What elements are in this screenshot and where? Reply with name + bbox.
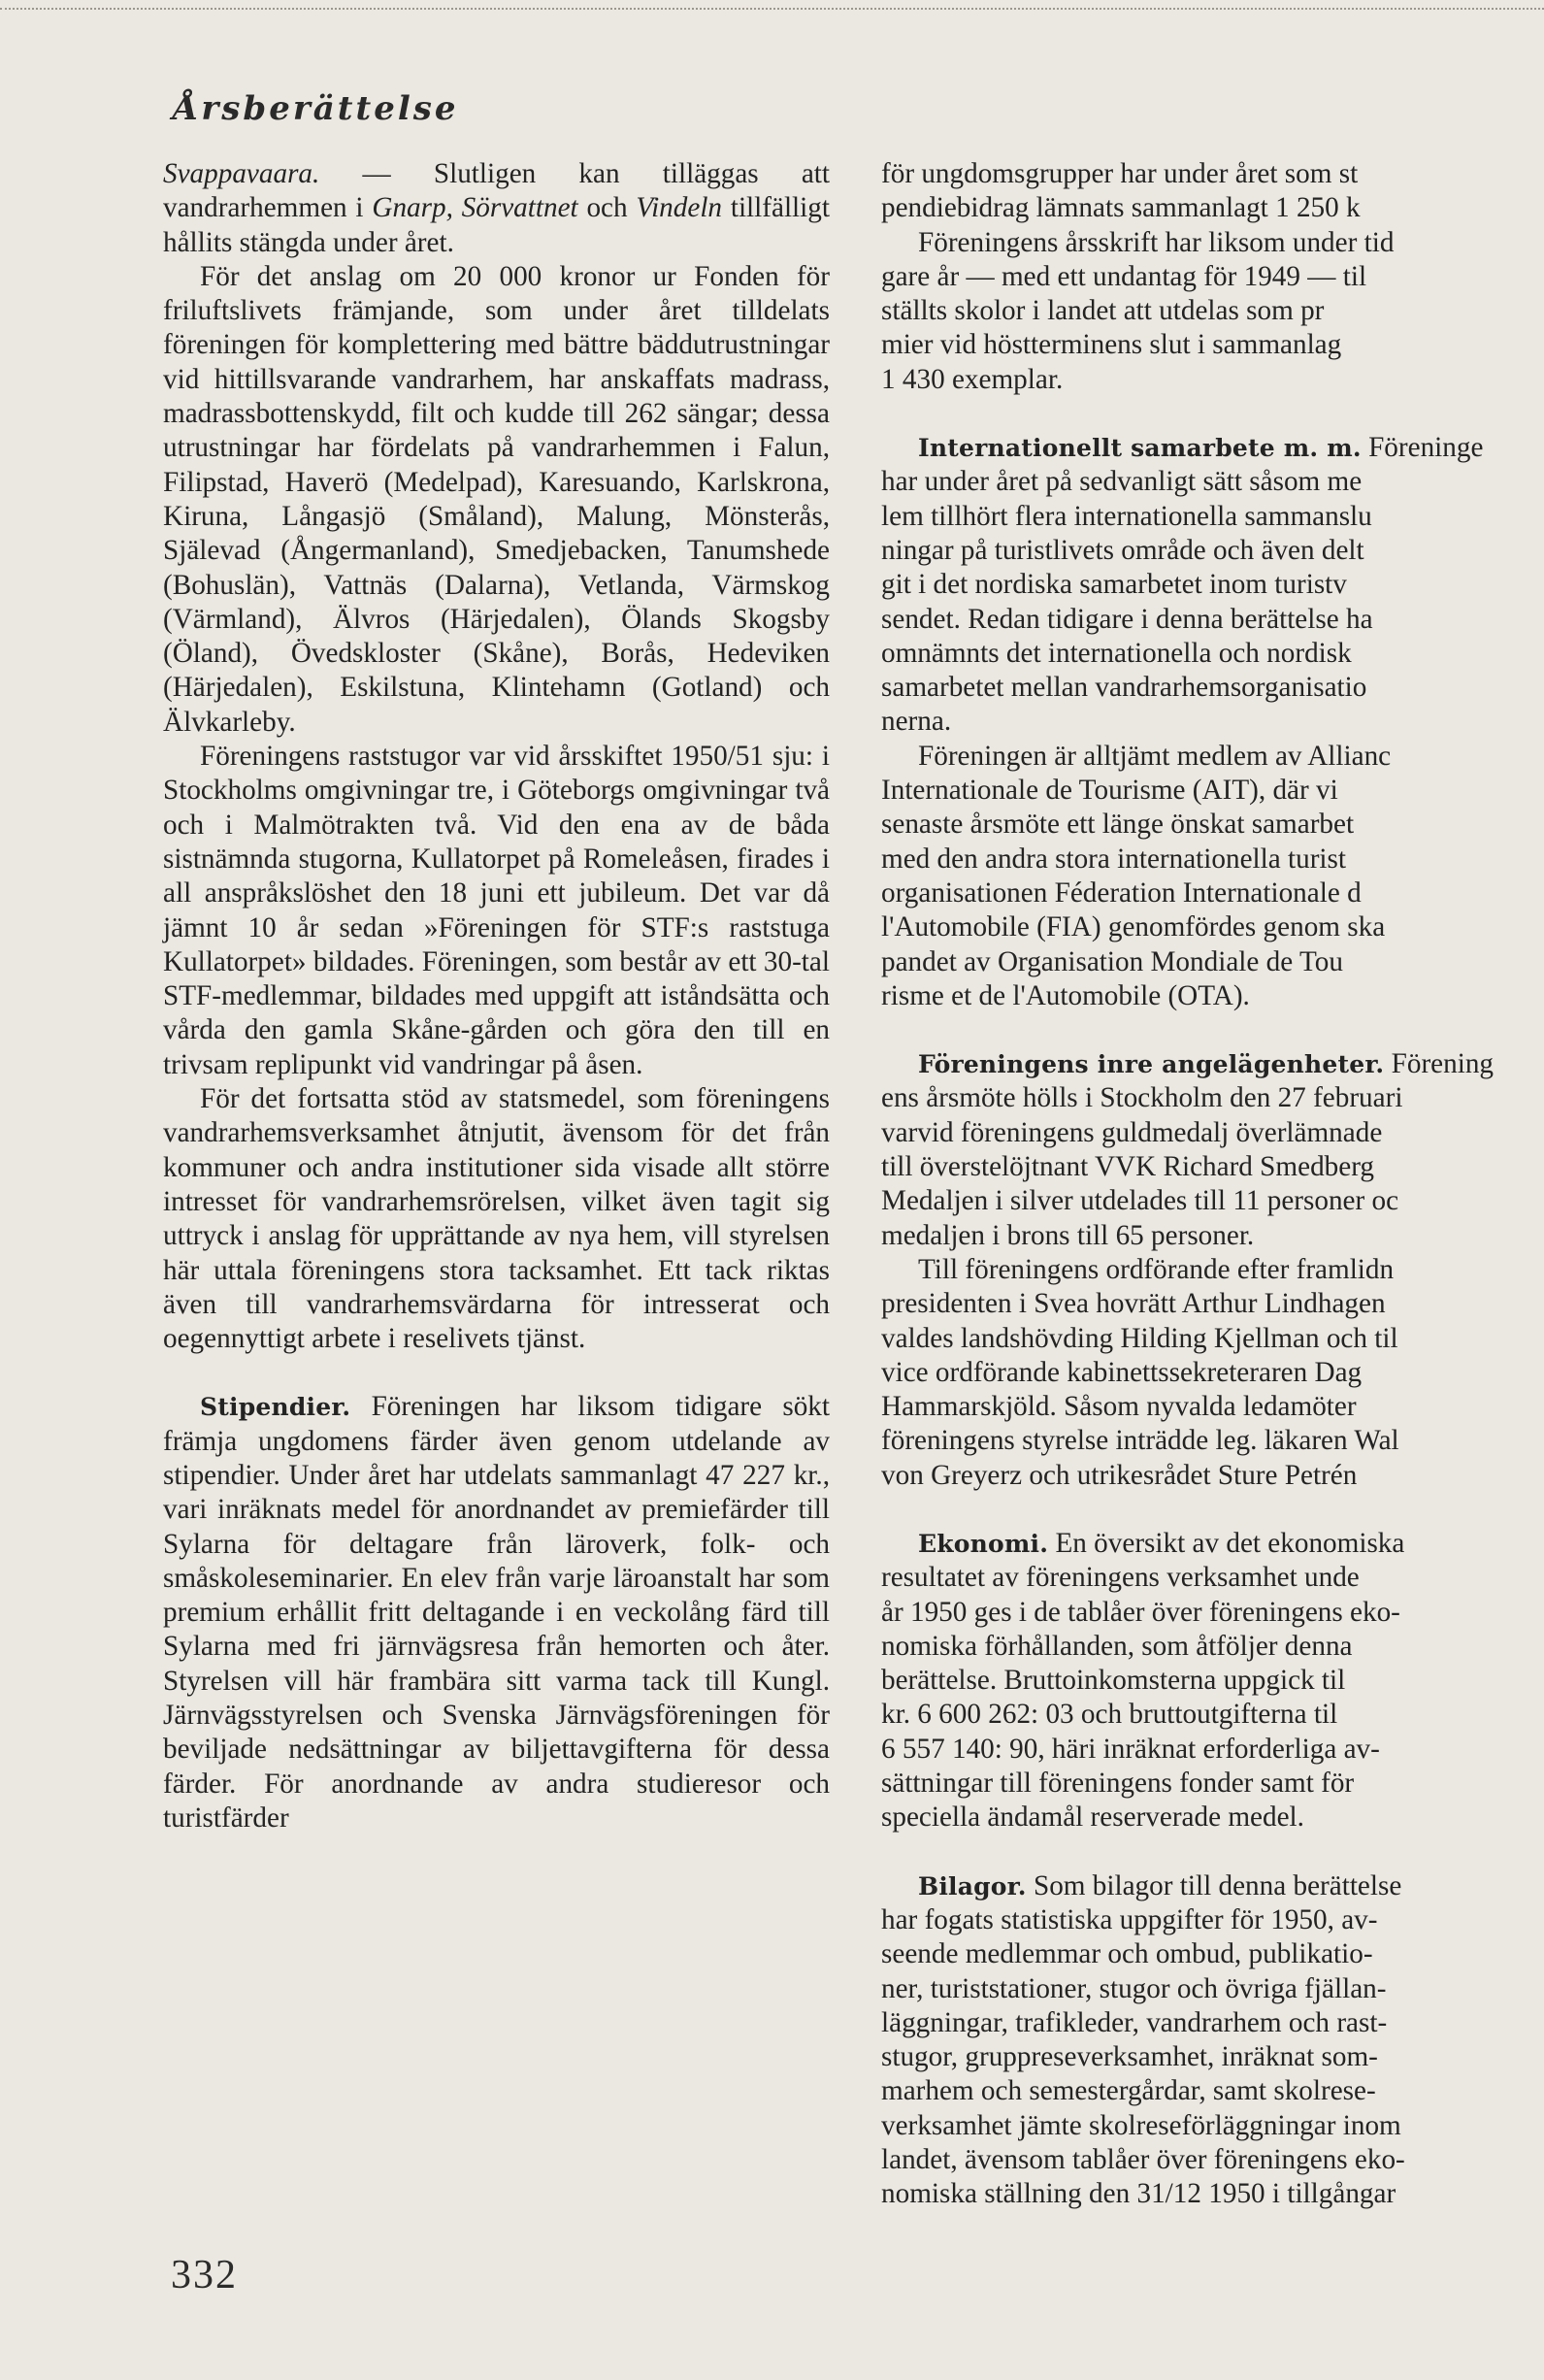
text-line: resultatet av föreningens verksamhet unde (881, 1562, 1360, 1594)
text-line: verksamhet jämte skolreseförläggningar inom (881, 2109, 1401, 2141)
text-line: git i det nordiska samarbetet inom turistv (881, 569, 1347, 601)
place-vindeln: Vindeln (636, 192, 723, 224)
text-line: organisationen Féderation Internationale d (881, 876, 1362, 909)
text-line: presidenten i Svea hovrätt Arthur Lindhagen (881, 1288, 1386, 1320)
text-line: nomiska ställning den 31/12 1950 i tillgångar (881, 2178, 1396, 2210)
paragraph-internationellt (881, 431, 1544, 740)
running-head: Årsberättelse (173, 89, 459, 128)
text-line: har fogats statistiska uppgifter för 1950, av- (881, 1903, 1378, 1935)
heading-ekonomi: Ekonomi. (918, 1529, 1049, 1558)
text-line: berättelse. Bruttoinkomsterna uppgick til (881, 1665, 1346, 1697)
text-line: landet, ävensom tablåer över föreningens eko- (881, 2144, 1405, 2176)
text-line: 6 557 140: 90, häri inräknat erforderliga av- (881, 1733, 1380, 1765)
right-column (881, 157, 1544, 2210)
place-svappavaara: Svappavaara. (163, 158, 320, 189)
text-line: von Greyerz och utrikesrådet Sture Petrén (881, 1459, 1358, 1491)
text-line: ningar på turistlivets område och även delt (881, 534, 1364, 566)
text-line: Till föreningens ordförande efter framlidn (918, 1253, 1395, 1285)
page-edge-divider (0, 8, 1544, 10)
text-line: Föreningens årsskrift har liksom under tid (918, 226, 1395, 258)
paragraph-inre-angelagenheter (881, 1047, 1544, 1253)
text-line: föreningens styrelse inträdde leg. läkaren Wal (881, 1425, 1399, 1457)
text-run: Föreninge (1361, 432, 1484, 464)
text-line: 1 430 exemplar. (881, 363, 1064, 395)
text-line: Medaljen i silver utdelades till 11 personer oc (881, 1185, 1399, 1217)
paragraph-anslag: För det anslag om 20 000 kronor ur Fonden för friluftslivets främjande, som under året tilldelats föreningen för komplettering med bättre bäddutrustningar vid hittillsvarande vandrarhem, har anskaffats madrass, madrassbottenskydd, filt och kudde till 262 sängar; dessa utrustningar har fördelats på vandrarhemmen i Falun, Filipstad, Haverö (Medelpad), Karesuando, Karlskrona, Kiruna, Långasjö (Småland), Malung, Mönsterås, Själevad (Ångermanland), Smedjebacken, Tanumshede (Bohuslän), Vattnäs (Dalarna), Vetlanda, Värmskog (Värmland), Älvros (Härjedalen), Ölands Skogsby (Öland), Övedskloster (Skåne), Borås, Hedeviken (Härjedalen), Eskilstuna, Klintehamn (Gotland) och Älvkarleby. (163, 260, 830, 738)
heading-internationellt: Internationellt samarbete m. m. (918, 434, 1362, 463)
heading-bilagor: Bilagor. (918, 1871, 1027, 1901)
text-run: En översikt av det ekonomiska (1048, 1527, 1405, 1559)
heading-stipendier: Stipendier. (200, 1393, 351, 1422)
text-line: risme et de l'Automobile (OTA). (881, 979, 1250, 1011)
text-line: kr. 6 600 262: 03 och bruttoutgifterna til (881, 1699, 1338, 1731)
text-line: nerna. (881, 706, 952, 738)
text-line: sendet. Redan tidigare i denna berättelse ha (881, 603, 1373, 635)
place-names: Gnarp, Sörvattnet (372, 192, 578, 224)
text-line: marhem och semestergårdar, samt skolrese- (881, 2075, 1376, 2107)
text-run: och (577, 192, 637, 224)
text-line: stugor, gruppreseverksamhet, inräknat som- (881, 2041, 1378, 2073)
paragraph-ungdomsgrupper (881, 157, 1544, 397)
paragraph-ekonomi (881, 1527, 1544, 1835)
text-line: pendiebidrag lämnats sammanlagt 1 250 k (881, 192, 1361, 224)
left-column (163, 157, 830, 1835)
paragraph-vandrarhem-closed (163, 157, 830, 260)
text-line: gare år — med ett undantag för 1949 — til (881, 260, 1367, 292)
text-line: l'Automobile (FIA) genomfördes genom ska (881, 911, 1386, 943)
text-line: år 1950 ges i de tablåer över föreningens eko- (881, 1596, 1400, 1628)
text-run: Föreningen har liksom tidigare sökt främja ungdomens färder även genom utdelande av stipendier. Under året har utdelats sammanlagt 47 227 kr., vari inräknats medel för anordnandet av premiefärder till Sylarna för deltagare från läroverk, folk- och småskoleseminarier. En elev från varje läroanstalt har som premium erhållit fritt deltagande i en veckolång färd till Sylarna med fri järnvägsresa från hemorten och åter. Styrelsen vill här frambära sitt varma tack till Kungl. Järnvägsstyrelsen och Svenska Järnvägsföreningen för beviljade nedsättningar av biljettavgifterna för dessa färder. För anordnande av andra studieresor och turistfärder (163, 1391, 830, 1834)
text-run: Förening (1384, 1048, 1495, 1080)
text-line: nomiska förhållanden, som åtföljer denna (881, 1630, 1353, 1662)
text-line: pandet av Organisation Mondiale de Tou (881, 945, 1343, 977)
text-run: — Slutligen kan tilläggas att vandrarhemmen i (163, 158, 830, 224)
text-line: vice ordförande kabinettssekreteraren Dag (881, 1356, 1363, 1388)
text-line: omnämnts det internationella och nordisk (881, 637, 1352, 669)
text-line: ens årsmöte hölls i Stockholm den 27 februari (881, 1082, 1403, 1114)
text-line: sättningar till föreningens fonder samt för (881, 1768, 1355, 1800)
paragraph-stipendier (163, 1390, 830, 1835)
text-run: Som bilagor till denna berättelse (1026, 1869, 1402, 1901)
heading-inre-angelagenheter: Föreningens inre angelägenheter. (918, 1050, 1385, 1079)
text-line: ner, turiststationer, stugor och övriga fjällan- (881, 1972, 1387, 2004)
text-line: senaste årsmöte ett länge önskat samarbet (881, 809, 1355, 841)
paragraph-bilagor (881, 1869, 1544, 2212)
text-line: Föreningen är alltjämt medlem av Allianc (918, 740, 1392, 772)
text-line: ställts skolor i landet att utdelas som pr (881, 295, 1325, 327)
text-line: läggningar, trafikleder, vandrarhem och rast- (881, 2006, 1388, 2038)
text-line: speciella ändamål reserverade medel. (881, 1802, 1304, 1834)
text-line: varvid föreningens guldmedalj överlämnade (881, 1116, 1383, 1148)
paragraph-alliance (881, 740, 1544, 1013)
text-line: har under året på sedvanligt sätt såsom me (881, 466, 1363, 498)
text-line: seende medlemmar och ombud, publikatio- (881, 1938, 1373, 1970)
page-number: 332 (171, 2253, 238, 2297)
text-line: samarbetet mellan vandrarhemsorganisatio (881, 672, 1367, 704)
text-line: medaljen i brons till 65 personer. (881, 1219, 1255, 1251)
text-line: till överstelöjtnant VVK Richard Smedberg (881, 1151, 1375, 1183)
text-line: med den andra stora internationella turist (881, 843, 1346, 875)
text-line: Internationale de Tourisme (AIT), där vi (881, 775, 1338, 807)
text-line: valdes landshövding Hilding Kjellman och til (881, 1322, 1398, 1354)
paragraph-ordforande (881, 1253, 1544, 1493)
paragraph-raststugor: Föreningens raststugor var vid årsskiftet 1950/51 sju: i Stockholms omgivningar tre, i Göteborgs omgivningar två och i Malmötrakten två. Vid den ena av de båda sistnämnda stugorna, Kullatorpet på Romeleåsen, firades i all anspråkslöshet den 18 juni ett jubileum. Det var då jämnt 10 år sedan »Föreningen för STF:s raststuga Kullatorpet» bildades. Föreningen, som består av ett 30-tal STF-medlemmar, bildades med uppgift att iståndsätta och vårda den gamla Skåne-gården och göra den till en trivsam replipunkt vid vandringar på åsen. (163, 741, 830, 1080)
text-line: för ungdomsgrupper har under året som st (881, 158, 1359, 189)
text-line: Hammarskjöld. Såsom nyvalda ledamöter (881, 1391, 1357, 1423)
text-run: tillfälligt hållits stängda under året. (163, 192, 830, 258)
text-line: lem tillhört flera internationella sammanslu (881, 500, 1372, 532)
paragraph-statsmedel: För det fortsatta stöd av statsmedel, som föreningens vandrarhemsverksamhet åtnjutit, ävensom för det från kommuner och andra institutioner sida visade allt större intresset för vandrarhemsrörelsen, vilket även tagit sig uttryck i anslag för upprättande av nya hem, vill styrelsen här uttala föreningens stora tacksamhet. Ett tack riktas även till vandrarhemsvärdarna för intresserat och oegennyttigt arbete i reselivets tjänst. (163, 1083, 830, 1355)
text-line: mier vid höstterminens slut i sammanlag (881, 329, 1342, 361)
